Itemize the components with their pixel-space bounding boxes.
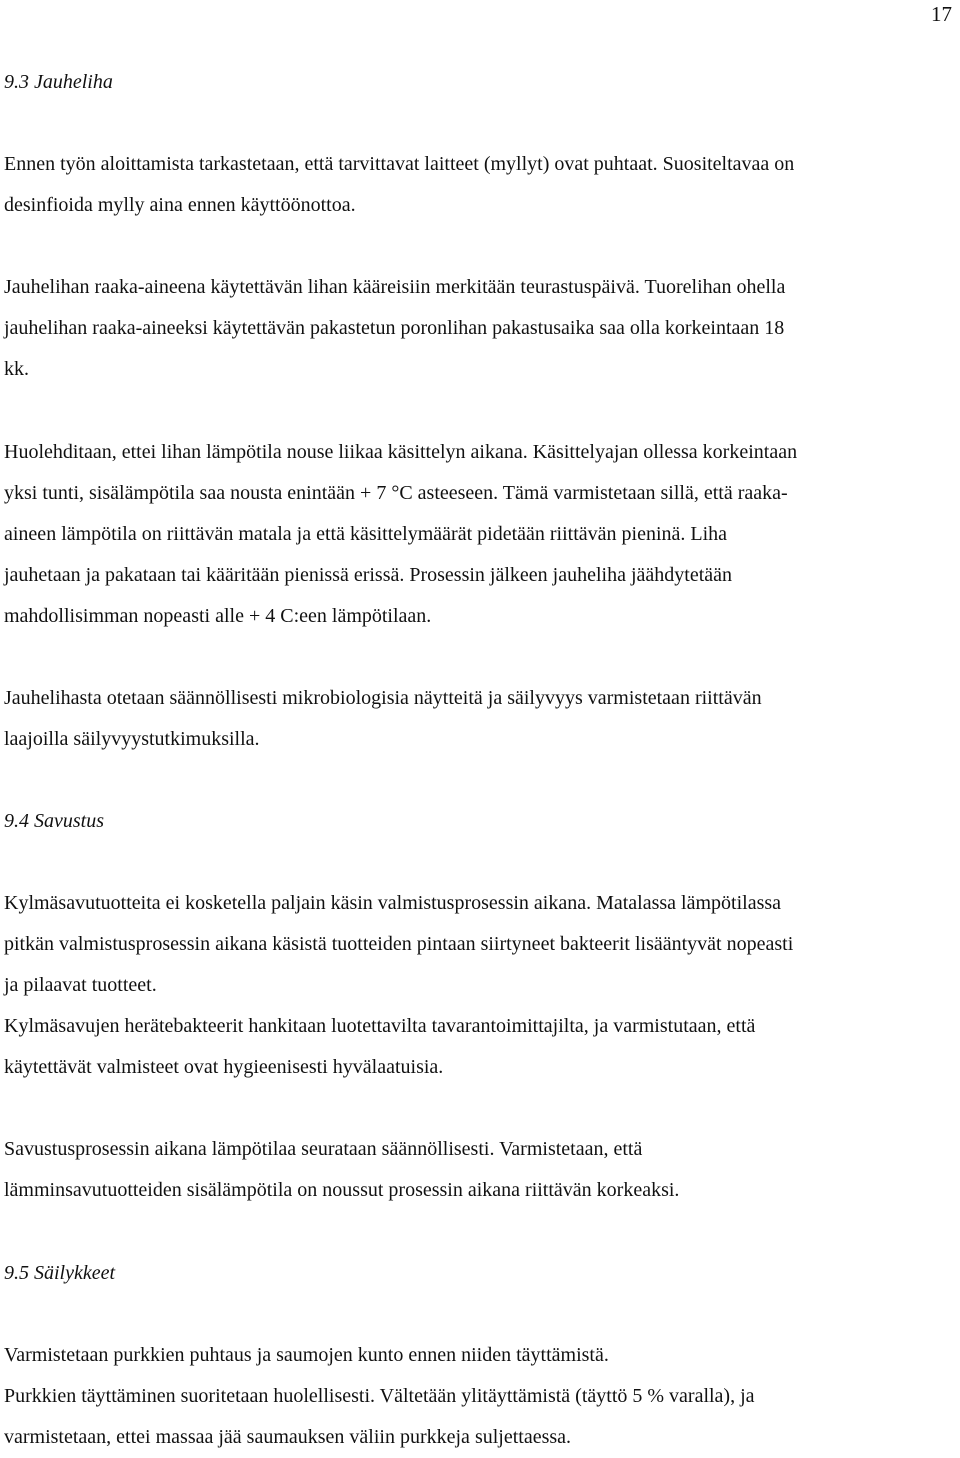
text-line: Kylmäsavutuotteita ei kosketella paljain käsin valmistusprosessin aikana. Matalassa lämpötilassa bbox=[4, 892, 782, 914]
text-line: aineen lämpötila on riittävän matala ja että käsittelymäärät pidetään riittävän pieninä. Liha bbox=[4, 523, 728, 545]
text-line: Ennen työn aloittamista tarkastetaan, että tarvittavat laitteet (myllyt) ovat puhtaat. Suositeltavaa on bbox=[4, 153, 795, 175]
text-line: desinfioida mylly aina ennen käyttöönottoa. bbox=[4, 194, 356, 216]
text-line: käytettävät valmisteet ovat hygieenisesti hyvälaatuisia. bbox=[4, 1056, 444, 1078]
text-line: pitkän valmistusprosessin aikana käsistä tuotteiden pintaan siirtyneet bakteerit lisääntyvät nopeasti bbox=[4, 933, 794, 955]
text-line: jauhelihan raaka-aineeksi käytettävän pakastetun poronlihan pakastusaika saa olla korkeintaan 18 bbox=[4, 317, 785, 339]
paragraph-cold-smoked bbox=[4, 883, 954, 1088]
text-line: Kylmäsavujen herätebakteerit hankitaan luotettavilta tavarantoimittajilta, ja varmistutaan, että bbox=[4, 1015, 756, 1037]
text-line: Jauhelihasta otetaan säännöllisesti mikrobiologisia näytteitä ja säilyvyys varmistetaan riittävän bbox=[4, 687, 762, 709]
text-line: Savustusprosessin aikana lämpötilaa seurataan säännöllisesti. Varmistetaan, että bbox=[4, 1138, 643, 1160]
paragraph-canning bbox=[4, 1335, 954, 1458]
text-line: mahdollisimman nopeasti alle + 4 C:een lämpötilaan. bbox=[4, 605, 432, 627]
page-number: 17 bbox=[931, 2, 952, 26]
text-line: ja pilaavat tuotteet. bbox=[4, 974, 157, 996]
text-line: Jauhelihan raaka-aineena käytettävän lihan kääreisiin merkitään teurastuspäivä. Tuorelihan ohella bbox=[4, 276, 786, 298]
text-line: jauhetaan ja pakataan tai kääritään pienissä erissä. Prosessin jälkeen jauheliha jäähdytetään bbox=[4, 564, 733, 586]
text-line: lämminsavutuotteiden sisälämpötila on noussut prosessin aikana riittävän korkeaksi. bbox=[4, 1179, 680, 1201]
paragraph-smoking-process bbox=[4, 1129, 954, 1211]
text-line: Purkkien täyttäminen suoritetaan huolellisesti. Vältetään ylitäyttämistä (täyttö 5 % varalla), ja bbox=[4, 1385, 755, 1407]
paragraph-mills-cleaning bbox=[4, 144, 954, 226]
paragraph-microbiology bbox=[4, 678, 954, 760]
text-line: laajoilla säilyvyystutkimuksilla. bbox=[4, 728, 260, 750]
text-line: kk. bbox=[4, 358, 29, 380]
section-heading-sailykkeet: 9.5 Säilykkeet bbox=[4, 1262, 116, 1284]
text-line: varmistetaan, ettei massaa jää saumauksen väliin purkkeja suljettaessa. bbox=[4, 1426, 572, 1448]
text-line: yksi tunti, sisälämpötila saa nousta enintään + 7 °C asteeseen. Tämä varmistetaan sillä, että raaka- bbox=[4, 482, 788, 504]
section-heading-savustus: 9.4 Savustus bbox=[4, 810, 104, 832]
paragraph-raw-material bbox=[4, 267, 954, 390]
text-line: Huolehditaan, ettei lihan lämpötila nouse liikaa käsittelyn aikana. Käsittelyajan ollessa korkeintaan bbox=[4, 441, 798, 463]
text-line: Varmistetaan purkkien puhtaus ja saumojen kunto ennen niiden täyttämistä. bbox=[4, 1344, 609, 1366]
paragraph-temperature-control bbox=[4, 432, 954, 637]
section-heading-jauheliha: 9.3 Jauheliha bbox=[4, 71, 113, 93]
